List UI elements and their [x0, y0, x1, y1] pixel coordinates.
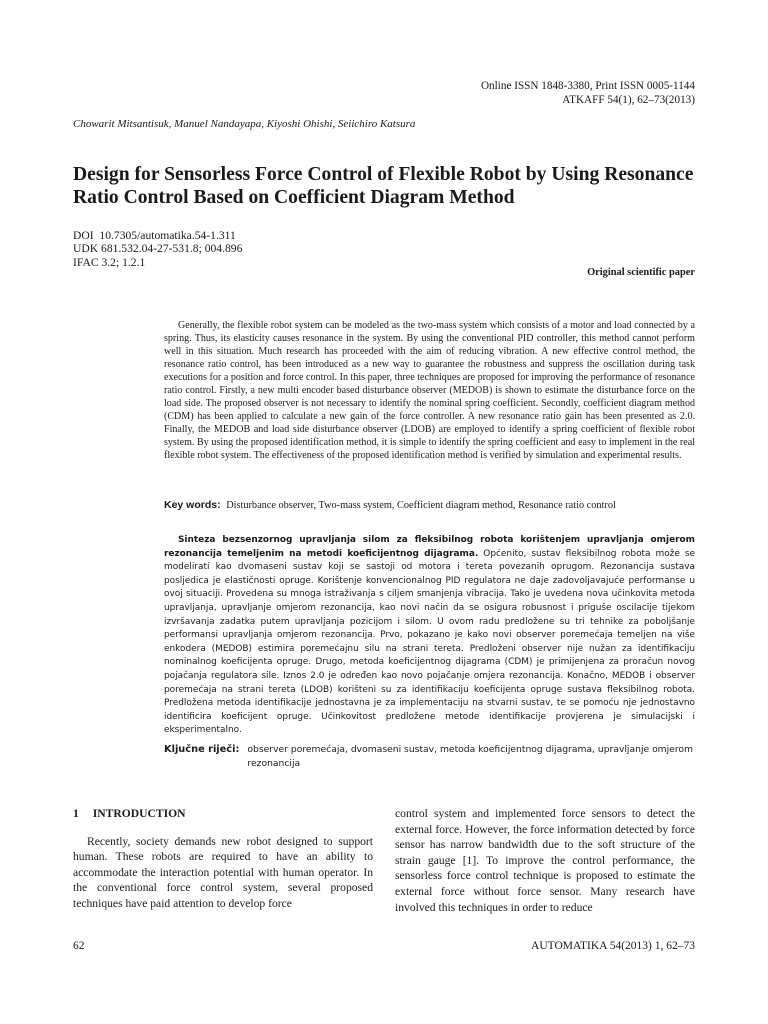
- section-number: 1: [73, 807, 79, 820]
- page-number: 62: [73, 940, 85, 952]
- journal-header: [481, 79, 695, 107]
- introduction-paragraph: Recently, society demands new robot designed to support human. These robots are required to have an ability to accommodate the interaction potential with human operator. In the conventional force control system, several proposed techniques have paid attention to develop force: [73, 834, 373, 910]
- croatian-abstract-text: Općenito, sustav fleksibilnog robota može se modelirati kao dvomaseni sustav koji se sastoji od motora i tereta povezanih oprugom. Rezonancija sustava posljedica je elastičnosti opruge. Korištenje konvencionalnog PID regulatora ne daje zadovoljavajuće performanse u ovoj situaciji. Provedena su mnoga istraživanja s ciljem smanjenja vibracija. Tako je uvedena nova učinkovita metoda upravljanja, upravljanje omjerom rezonancija, kao novi način da se osigura robusnost i priguše oscilacije tijekom izvršavanja zadatka putem upravljanja pozicijom i silom. U ovom radu predložene su tri tehnike za poboljšanje performansi upravljanja omjerom rezonancija. Prvo, pokazano je kako novi observer poremećaja temeljen na više enkodera (MEDOB) estimira poremećajnu silu na strani tereta. Predloženi observer nije nužan za identifikaciju nominalnog koeficijenta opruge. Drugo, metoda koeficijentnog dijagrama (CDM) je primijenjena za proračun novog pojačanja regulatora sile. Iznos 2.0 je određen kao novo pojačanje omjera rezonancija. Konačno, MEDOB i observer poremećaja na strani tereta (LDOB) korišteni su za identifikaciju koeficijenta opruge sustava fleksibilnog robota. Predložena metoda identifikacije jednostavna je za implementaciju na stvarni sustav, te se pomoću nje jednostavno identificira koeficijent opruge. Učinkovitost predložene metode identifikacije provjerena je simulacijski i eksperimentalno.: [164, 548, 696, 736]
- keywords-text: Disturbance observer, Two-mass system, Coefficient diagram method, Resonance ratio control: [226, 500, 616, 511]
- ifac-line: IFAC 3.2; 1.2.1: [73, 255, 146, 269]
- croatian-keywords-label: Ključne riječi:: [164, 744, 240, 755]
- section-title: INTRODUCTION: [92, 807, 186, 820]
- paper-type: Original scientific paper: [587, 267, 695, 278]
- keywords-english: [164, 499, 724, 511]
- abstract-croatian: [164, 534, 695, 738]
- croatian-keywords-text: observer poremećaja, dvomaseni sustav, metoda koeficijentnog dijagrama, upravljanje omjerom rezonancija: [247, 744, 693, 769]
- journal-footer: AUTOMATIKA 54(2013) 1, 62–73: [531, 940, 695, 952]
- abstract-english: Generally, the flexible robot system can be modeled as the two-mass system which consists of a motor and load connected by a spring. Thus, its elasticity causes resonance in the system. By using the conventional PID controller, this method cannot perform well in this situation. Much research has proceeded with the aim of reducing vibration. A new effective control method, the resonance ratio control, has been introduced as a new way to guarantee the robustness and suppress the oscillation during task executions for a position and force control. In this paper, three techniques are proposed for improving the performance of resonance ratio control. Firstly, a new multi encoder based disturbance observer (MEDOB) is shown to estimate the disturbance force on the load side. The proposed observer is not necessary to identify the nominal spring coefficient. Secondly, coefficient diagram method (CDM) has been applied to calculate a new gain of the force controller. A new resonance ratio gain has been presented as 2.0. Finally, the MEDOB and load side disturbance observer (LDOB) are employed to identify a spring coefficient of flexible robot system. By using the proposed identification method, it is simple to identify the spring coefficient and easy to implement in the real flexible robot system. The effectiveness of the proposed identification method is verified by simulation and experimental results.: [164, 320, 695, 461]
- issn-line: Online ISSN 1848-3380, Print ISSN 0005-1144: [480, 80, 695, 92]
- udk-line: UDK 681.532.04-27-531.8; 004.896: [73, 242, 243, 256]
- paper-identifiers: [73, 229, 242, 269]
- doi-line: DOI 10.7305/automatika.54-1.311: [73, 229, 236, 242]
- introduction-left-column: [73, 806, 373, 912]
- croatian-abstract-title: Sinteza bezsenzornog upravljanja silom za fleksibilnog robota korištenjem upravljanja omjerom rezonancija temeljenim na metodi koeficijentnog dijagrama.: [164, 535, 695, 559]
- section-heading: [73, 806, 373, 822]
- journal-reference: ATKAFF 54(1), 62–73(2013): [562, 94, 695, 106]
- keywords-label: Key words:: [164, 499, 221, 511]
- introduction-right-column: control system and implemented force sensors to detect the external force. However, the force information detected by force sensor has narrow bandwidth due to the soft structure of the strain gauge [1]. To improve the control performance, the sensorless force control technique is proposed to estimate the external force without force sensor. Many research have involved this techniques in order to reduce: [395, 807, 695, 914]
- keywords-croatian: [164, 743, 695, 771]
- author-list: Chowarit Mitsantisuk, Manuel Nandayapa, Kiyoshi Ohishi, Seiichiro Katsura: [73, 118, 416, 130]
- paper-title: Design for Sensorless Force Control of Flexible Robot by Using Resonance Ratio Control Based on Coefficient Diagram Method: [73, 164, 694, 208]
